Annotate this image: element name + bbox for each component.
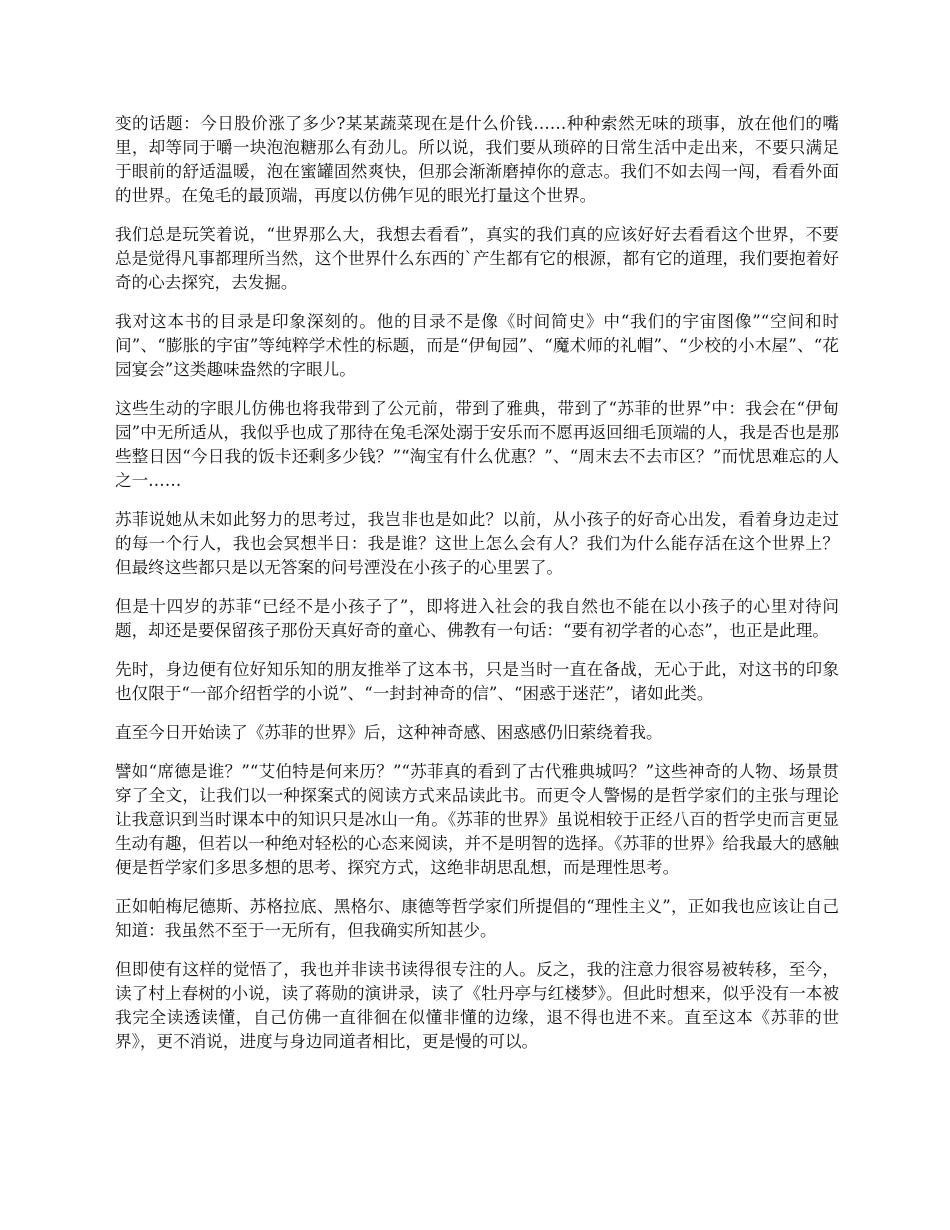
paragraph: 但即使有这样的觉悟了，我也并非读书读得很专注的人。反之，我的注意力很容易被转移，至今，读了村上春树的小说，读了蒋勋的演讲录，读了《牡丹亭与红楼梦》。但此时想来，似乎没有一本被我完全读透读懂，自己仿佛一直徘徊在似懂非懂的边缘，退不得也进不来。直至这本《苏菲的世界》，更不消说，进度与身边同道者相比，更是慢的可以。	[115, 960, 839, 1051]
paragraph: 我们总是玩笑着说，“世界那么大，我想去看看”，真实的我们真的应该好好去看看这个世界，不要总是觉得凡事都理所当然，这个世界什么东西的`产生都有它的根源，都有它的道理，我们要抱着好奇的心去探究，去发掘。	[115, 225, 839, 292]
paragraph: 我对这本书的目录是印象深刻的。他的目录不是像《时间简史》中“我们的宇宙图像”“空间和时间”、“膨胀的宇宙”等纯粹学术性的标题，而是“伊甸园”、“魔术师的礼帽”、“少校的小木屋”、“花园宴会”这类趣味盎然的字眼儿。	[115, 312, 839, 379]
paragraph: 先时，身边便有位好知乐知的朋友推举了这本书，只是当时一直在备战，无心于此，对这书的印象也仅限于“一部介绍哲学的小说”、“一封封神奇的信”、“困惑于迷茫”，诸如此类。	[115, 660, 839, 703]
paragraph: 但是十四岁的苏菲“已经不是小孩子了”，即将进入社会的我自然也不能在以小孩子的心里对待问题，却还是要保留孩子那份天真好奇的童心、佛教有一句话：“要有初学者的心态”，也正是此理。	[115, 597, 839, 640]
paragraph: 变的话题：今日股价涨了多少?某某蔬菜现在是什么价钱……种种索然无味的琐事，放在他们的嘴里，却等同于嚼一块泡泡糖那么有劲儿。所以说，我们要从琐碎的日常生活中走出来，不要只满足于眼前的舒适温暖，泡在蜜罐固然爽快，但那会渐渐磨掉你的意志。我们不如去闯一闯，看看外面的世界。在兔毛的最顶端，再度以仿佛乍见的眼光打量这个世界。	[115, 114, 839, 205]
paragraph: 直至今日开始读了《苏菲的世界》后，这种神奇感、困惑感仍旧萦绕着我。	[115, 723, 663, 742]
paragraph: 正如帕梅尼德斯、苏格拉底、黑格尔、康德等哲学家们所提倡的“理性主义”，正如我也应该让自己知道：我虽然不至于一无所有，但我确实所知甚少。	[115, 897, 839, 940]
paragraph: 譬如“席德是谁？”“艾伯特是何来历？”“苏菲真的看到了古代雅典城吗？”这些神奇的人物、场景贯穿了全文，让我们以一种探案式的阅读方式来品读此书。而更令人警惕的是哲学家们的主张与理论让我意识到当时课本中的知识只是冰山一角。《苏菲的世界》虽说相较于正经八百的哲学史而言更显生动有趣，但若以一种绝对轻松的心态来阅读，并不是明智的选择。《苏菲的世界》给我最大的感触便是哲学家们多思多想的思考、探究方式，这绝非胡思乱想，而是理性思考。	[115, 762, 839, 877]
document-body	[115, 112, 839, 1069]
paragraph: 苏菲说她从未如此努力的思考过，我岂非也是如此？以前，从小孩子的好奇心出发，看着身边走过的每一个行人，我也会冥想半日：我是谁？这世上怎么会有人？我们为什么能存活在这个世界上？但最终这些都只是以无答案的问号湮没在小孩子的心里罢了。	[115, 510, 839, 577]
paragraph: 这些生动的字眼儿仿佛也将我带到了公元前，带到了雅典，带到了“苏菲的世界”中：我会在“伊甸园”中无所适从，我似乎也成了那待在兔毛深处溺于安乐而不愿再返回细毛顶端的人，我是否也是那些整日因“今日我的饭卡还剩多少钱？”“淘宝有什么优惠？”、“周末去不去市区？”而忧思难忘的人之一……	[115, 399, 839, 490]
